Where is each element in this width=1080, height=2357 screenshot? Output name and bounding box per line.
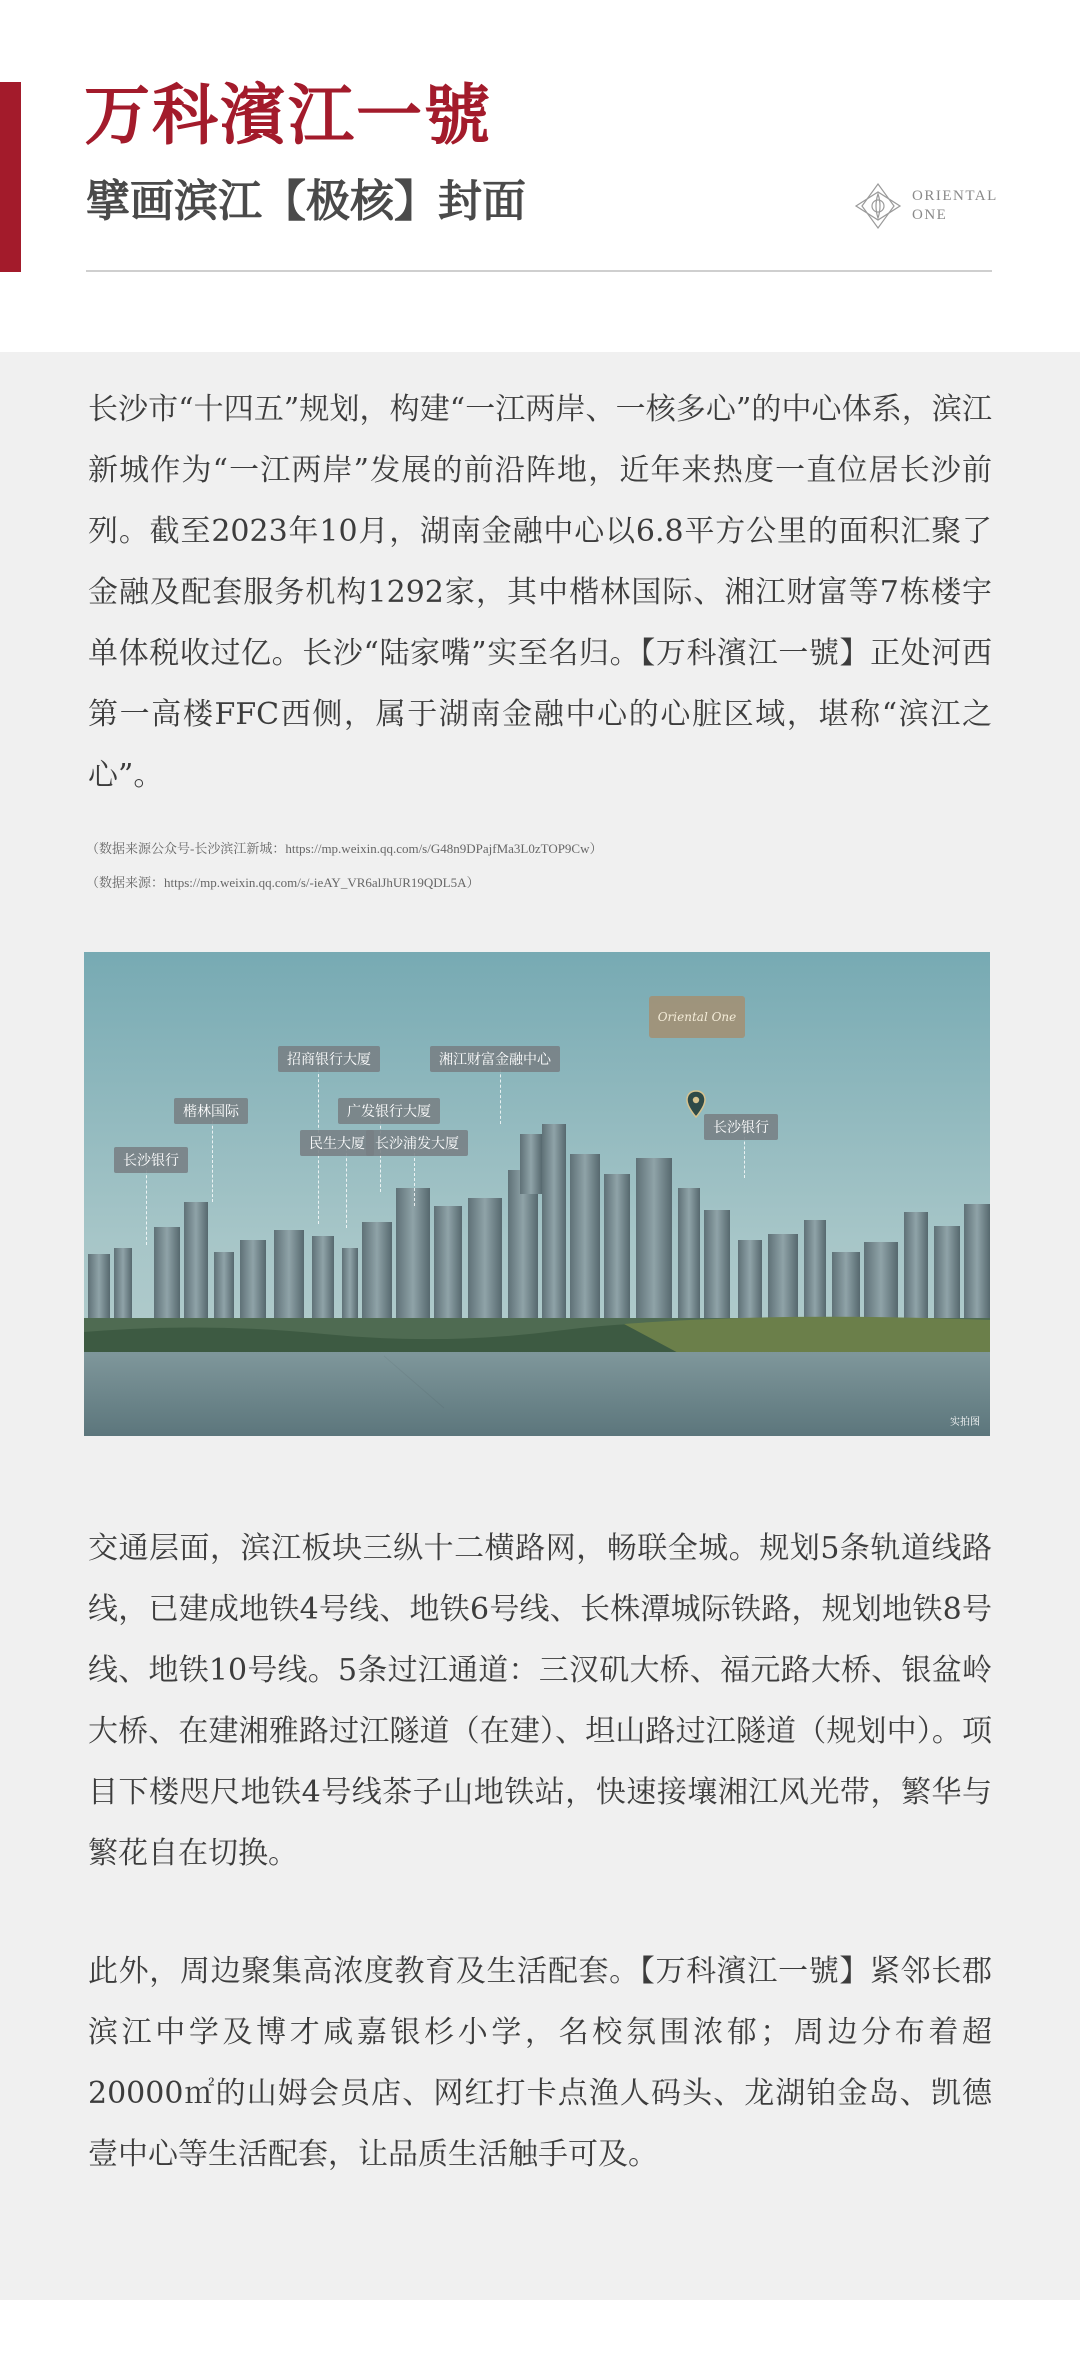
paragraph-intro: 长沙市“十四五”规划，构建“一江两岸、一核多心”的中心体系，滨江新城作为“一江两岸”发展的前沿阵地，近年来热度一直位居长沙前列。截至2023年10月，湖南金融中心以6.8平方公里的面积汇聚了金融及配套服务机构1292家，其中楷林国际、湘江财富等7栋楼宇单体税收过亿。长沙“陆家嘴”实至名归。【万科濱江一號】正处河西第一高楼FFC西侧，属于湖南金融中心的心脏区域，堪称“滨江之心”。	[88, 392, 992, 793]
label-pointer	[500, 1064, 501, 1124]
page-subtitle: 擘画滨江【极核】封面	[86, 176, 526, 227]
source-note-2: （数据来源：https://mp.weixin.qq.com/s/-ieAY_VR6alJhUR19QDL5A）	[86, 875, 480, 890]
source-note-1: （数据来源公众号-长沙滨江新城：https://mp.weixin.qq.com/s/G48n9DPajfMa3L0zTOP9Cw）	[86, 841, 603, 856]
location-pin-icon	[686, 1090, 706, 1118]
label-kailin-international: 楷林国际	[174, 1098, 248, 1124]
label-minsheng-tower: 民生大厦	[300, 1130, 374, 1156]
label-changsha-bank-left: 长沙银行	[114, 1147, 188, 1173]
label-xiangjiang-finance-center: 湘江财富金融中心	[430, 1046, 560, 1072]
paragraph-amenities: 此外，周边聚集高浓度教育及生活配套。【万科濱江一號】紧邻长郡滨江中学及博才咸嘉银杉小学，名校氛围浓郁；周边分布着超20000㎡的山姆会员店、网红打卡点渔人码头、龙湖铂金岛、凯德壹中心等生活配套，让品质生活触手可及。	[88, 1954, 992, 2172]
label-cmb-tower: 招商银行大厦	[278, 1046, 380, 1072]
skyline-photo	[84, 952, 990, 1436]
brand-line2: ONE	[912, 207, 948, 223]
label-pointer	[414, 1148, 415, 1206]
project-logo-card: Oriental One	[649, 996, 745, 1038]
paragraph-transport: 交通层面，滨江板块三纵十二横路网，畅联全城。规划5条轨道线路线，已建成地铁4号线、地铁6号线、长株潭城际铁路，规划地铁8号线、地铁10号线。5条过江通道：三汊矶大桥、福元路大桥、银盆岭大桥、在建湘雅路过江隧道（在建）、坦山路过江隧道（规划中）。项目下楼咫尺地铁4号线茶子山地铁站，快速接壤湘江风光带，繁华与繁花自在切换。	[88, 1531, 992, 1871]
label-pointer	[346, 1148, 347, 1228]
brand-logo	[852, 180, 998, 232]
page-title: 万科濱江一號	[84, 76, 492, 154]
label-pointer	[212, 1116, 213, 1202]
brand-line1: ORIENTAL	[912, 187, 998, 204]
oriental-one-emblem-icon	[852, 180, 904, 232]
label-changsha-bank-right: 长沙银行	[704, 1114, 778, 1140]
accent-bar	[0, 82, 21, 272]
label-spdb-tower: 长沙浦发大厦	[366, 1130, 468, 1156]
label-pointer	[146, 1165, 147, 1245]
label-cgb-tower: 广发银行大厦	[338, 1098, 440, 1124]
header-divider	[86, 270, 992, 272]
photo-caption: 实拍图	[950, 1417, 980, 1428]
